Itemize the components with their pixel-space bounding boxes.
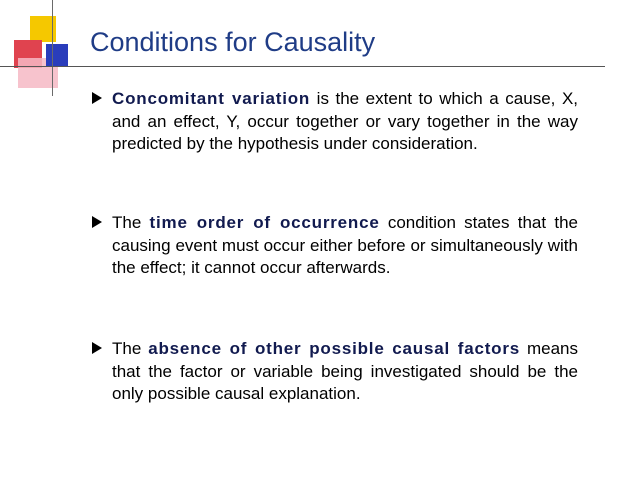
bullet-pre: The	[112, 339, 149, 358]
bullet-post: condition states that the causing event must occur either before or simultaneously with the effect; it cannot occur afterwards.	[112, 213, 578, 277]
bullet-post: is the extent to which a cause, X, and an effect, Y, occur together or vary together in the way predicted by the hypothesis under consideration.	[112, 89, 579, 153]
decor-vertical-line	[52, 0, 53, 96]
bullet-term: absence of other possible causal factors	[148, 339, 521, 358]
bullet-pre: The	[112, 213, 150, 232]
bullet-text	[112, 338, 578, 406]
bullet-item-time-order	[88, 212, 578, 280]
decor-square-blue	[46, 44, 68, 66]
triangle-bullet-icon	[92, 342, 102, 354]
bullet-text	[112, 88, 578, 156]
triangle-bullet-icon	[92, 216, 102, 228]
slide-title: Conditions for Causality	[90, 27, 376, 57]
bullet-item-concomitant-variation	[88, 88, 578, 156]
bullet-item-absence-of-other-factors	[88, 338, 578, 406]
bullet-term: time order of occurrence	[149, 213, 380, 232]
title-underline	[0, 66, 605, 67]
bullet-post: means that the factor or variable being investigated should be the only possible causal explanation.	[112, 339, 579, 403]
triangle-bullet-icon	[92, 92, 102, 104]
bullet-term: Concomitant variation	[112, 89, 311, 108]
bullet-text	[112, 212, 578, 280]
